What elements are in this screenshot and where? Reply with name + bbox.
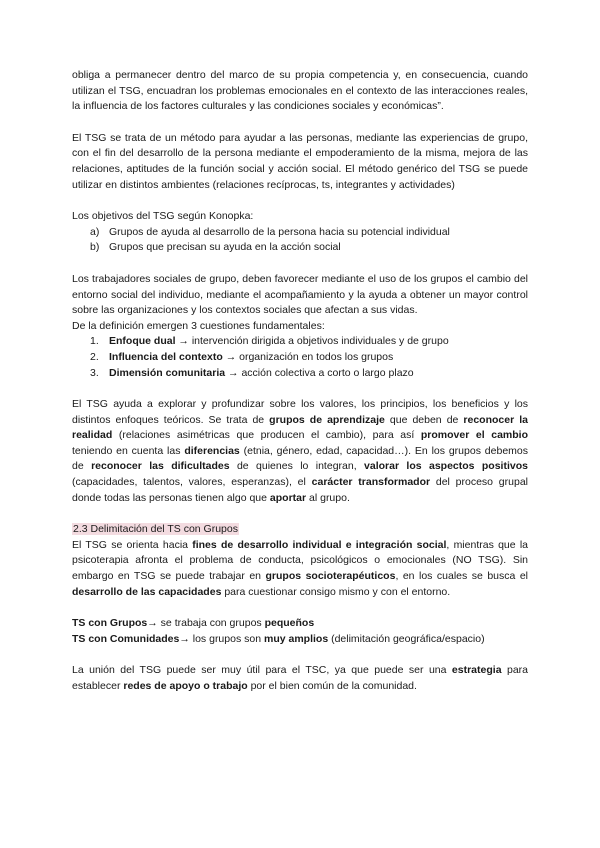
section-heading: 2.3 Delimitación del TS con Grupos [73, 523, 238, 536]
list-item [72, 366, 528, 382]
text-run: El TSG ayuda a explorar y profundizar sobre los valores, los principios, los beneficios y los distintos enfoques teóricos. Se trata de [72, 398, 528, 426]
text-run: → los grupos son [179, 632, 264, 645]
paragraph-tsg-method: El TSG se trata de un método para ayudar a las personas, mediante las experiencias de grupo, con el fin del desarrollo de la persona mediante el empoderamiento de la misma, mejora de las relaciones, aptitudes de la función social y acción social. El método genérico del TSG se puede utilizar en distintos ambientes (relaciones recíprocas, ts, integrantes y actividades) [72, 131, 528, 191]
list-marker: 1. [90, 335, 99, 348]
list-marker: a) [90, 225, 100, 238]
comparison-block [72, 616, 528, 647]
bold-run: reconocer las dificultades [91, 460, 230, 473]
objectives-list [72, 225, 528, 256]
objectives-intro: Los objetivos del TSG según Konopka: [72, 210, 254, 223]
list-item-text: Grupos que precisan su ayuda en la acción social [109, 241, 341, 254]
issue-description: → acción colectiva a corto o largo plazo [225, 366, 414, 379]
list-item [72, 334, 528, 350]
groups-line [72, 616, 528, 632]
bold-run: redes de apoyo o trabajo [123, 680, 248, 692]
issue-title: Enfoque dual [109, 335, 176, 348]
list-item-text: Grupos de ayuda al desarrollo de la persona hacia su potencial individual [109, 225, 450, 238]
paragraph-quote-end: obliga a permanecer dentro del marco de su propia competencia y, en consecuencia, cuando utilizan el TSG, encuadran los problemas emocionales en el contexto de las interacciones reales, la influencia de los factores culturales y las condiciones sociales y económicas”. [72, 69, 528, 113]
text-run: (relaciones asimétricas que producen el cambio), para así [112, 429, 421, 442]
text-run: que deben de [384, 413, 464, 426]
bold-run: aportar [269, 491, 307, 504]
text-run: por el bien común de la comunidad. [247, 680, 417, 692]
paragraph-union [72, 663, 528, 694]
bold-run: promover el cambio [420, 429, 528, 442]
text-run: (capacidades, talentos, valores, esperanzas), el [72, 476, 312, 489]
bold-run: carácter transformador [311, 476, 431, 489]
communities-line [72, 632, 528, 648]
issue-description: → organización en todos los grupos [222, 350, 394, 363]
text-run: , mientras que la psicoterapia afronta el problema de conducta, psicológicos o emocionales (NO TSG). Sin embargo en TSG se puede trabajar en [72, 538, 528, 583]
issues-list [72, 334, 528, 381]
paragraph-tsg-orientation [72, 538, 528, 600]
list-item [72, 225, 528, 241]
text-run: de quienes lo integran, [229, 460, 365, 473]
bold-run: grupos socioterapéuticos [265, 570, 396, 583]
issue-title: Dimensión comunitaria [109, 366, 226, 379]
text-run: (delimitación geográfica/espacio) [328, 632, 485, 645]
bold-run: estrategia [451, 664, 502, 677]
bold-run: valorar los aspectos positivos [364, 460, 528, 473]
list-item [72, 240, 528, 256]
text-run: (etnia, género, edad, capacidad…). En los grupos debemos de [72, 444, 528, 473]
bold-run: reconocer la realidad [72, 413, 528, 442]
issue-description: → intervención dirigida a objetivos individuales y de grupo [175, 335, 449, 348]
section-heading-row [72, 522, 528, 538]
list-marker: 3. [90, 366, 99, 379]
bold-run: TS con Grupos [72, 617, 148, 630]
bold-run: muy amplios [263, 632, 329, 645]
paragraph-social-workers: Los trabajadores sociales de grupo, deben favorecer mediante el uso de los grupos el cambio del entorno social del individuo, mediante el acompañamiento y la ayuda a obtener un mayor control sobre las organizaciones y los contextos sociales que afectan a sus vidas. [72, 272, 528, 317]
bold-run: fines de desarrollo individual e integración social [192, 538, 447, 551]
paragraph-definition-intro: De la definición emergen 3 cuestiones fundamentales: [72, 319, 325, 332]
text-run: teniendo en cuenta las [72, 444, 185, 457]
bold-run: pequeños [264, 617, 315, 630]
list-marker: b) [90, 241, 100, 254]
list-item [72, 350, 528, 366]
list-marker: 2. [90, 350, 99, 363]
text-run: El TSG se orienta hacia [72, 538, 193, 551]
text-run: La unión del TSG puede ser muy útil para el TSC, ya que puede ser una [72, 664, 452, 677]
social-workers-block [72, 272, 528, 381]
bold-run: diferencias [184, 444, 240, 457]
text-run: al grupo. [306, 491, 350, 504]
text-run: para establecer [72, 664, 529, 692]
text-run: → se trabaja con grupos [147, 617, 265, 630]
bold-run: grupos de aprendizaje [269, 413, 385, 426]
text-run: del proceso grupal donde todas las personas tienen algo que [72, 476, 528, 504]
bold-run: desarrollo de las capacidades [72, 585, 222, 598]
issue-title: Influencia del contexto [109, 350, 223, 363]
text-run: para cuestionar consigo mismo y con el entorno. [221, 585, 451, 598]
text-run: , en los cuales se busca el [395, 570, 529, 583]
paragraph-learning-groups [72, 397, 528, 506]
bold-run: TS con Comunidades [72, 632, 180, 645]
objectives-block [72, 209, 528, 256]
